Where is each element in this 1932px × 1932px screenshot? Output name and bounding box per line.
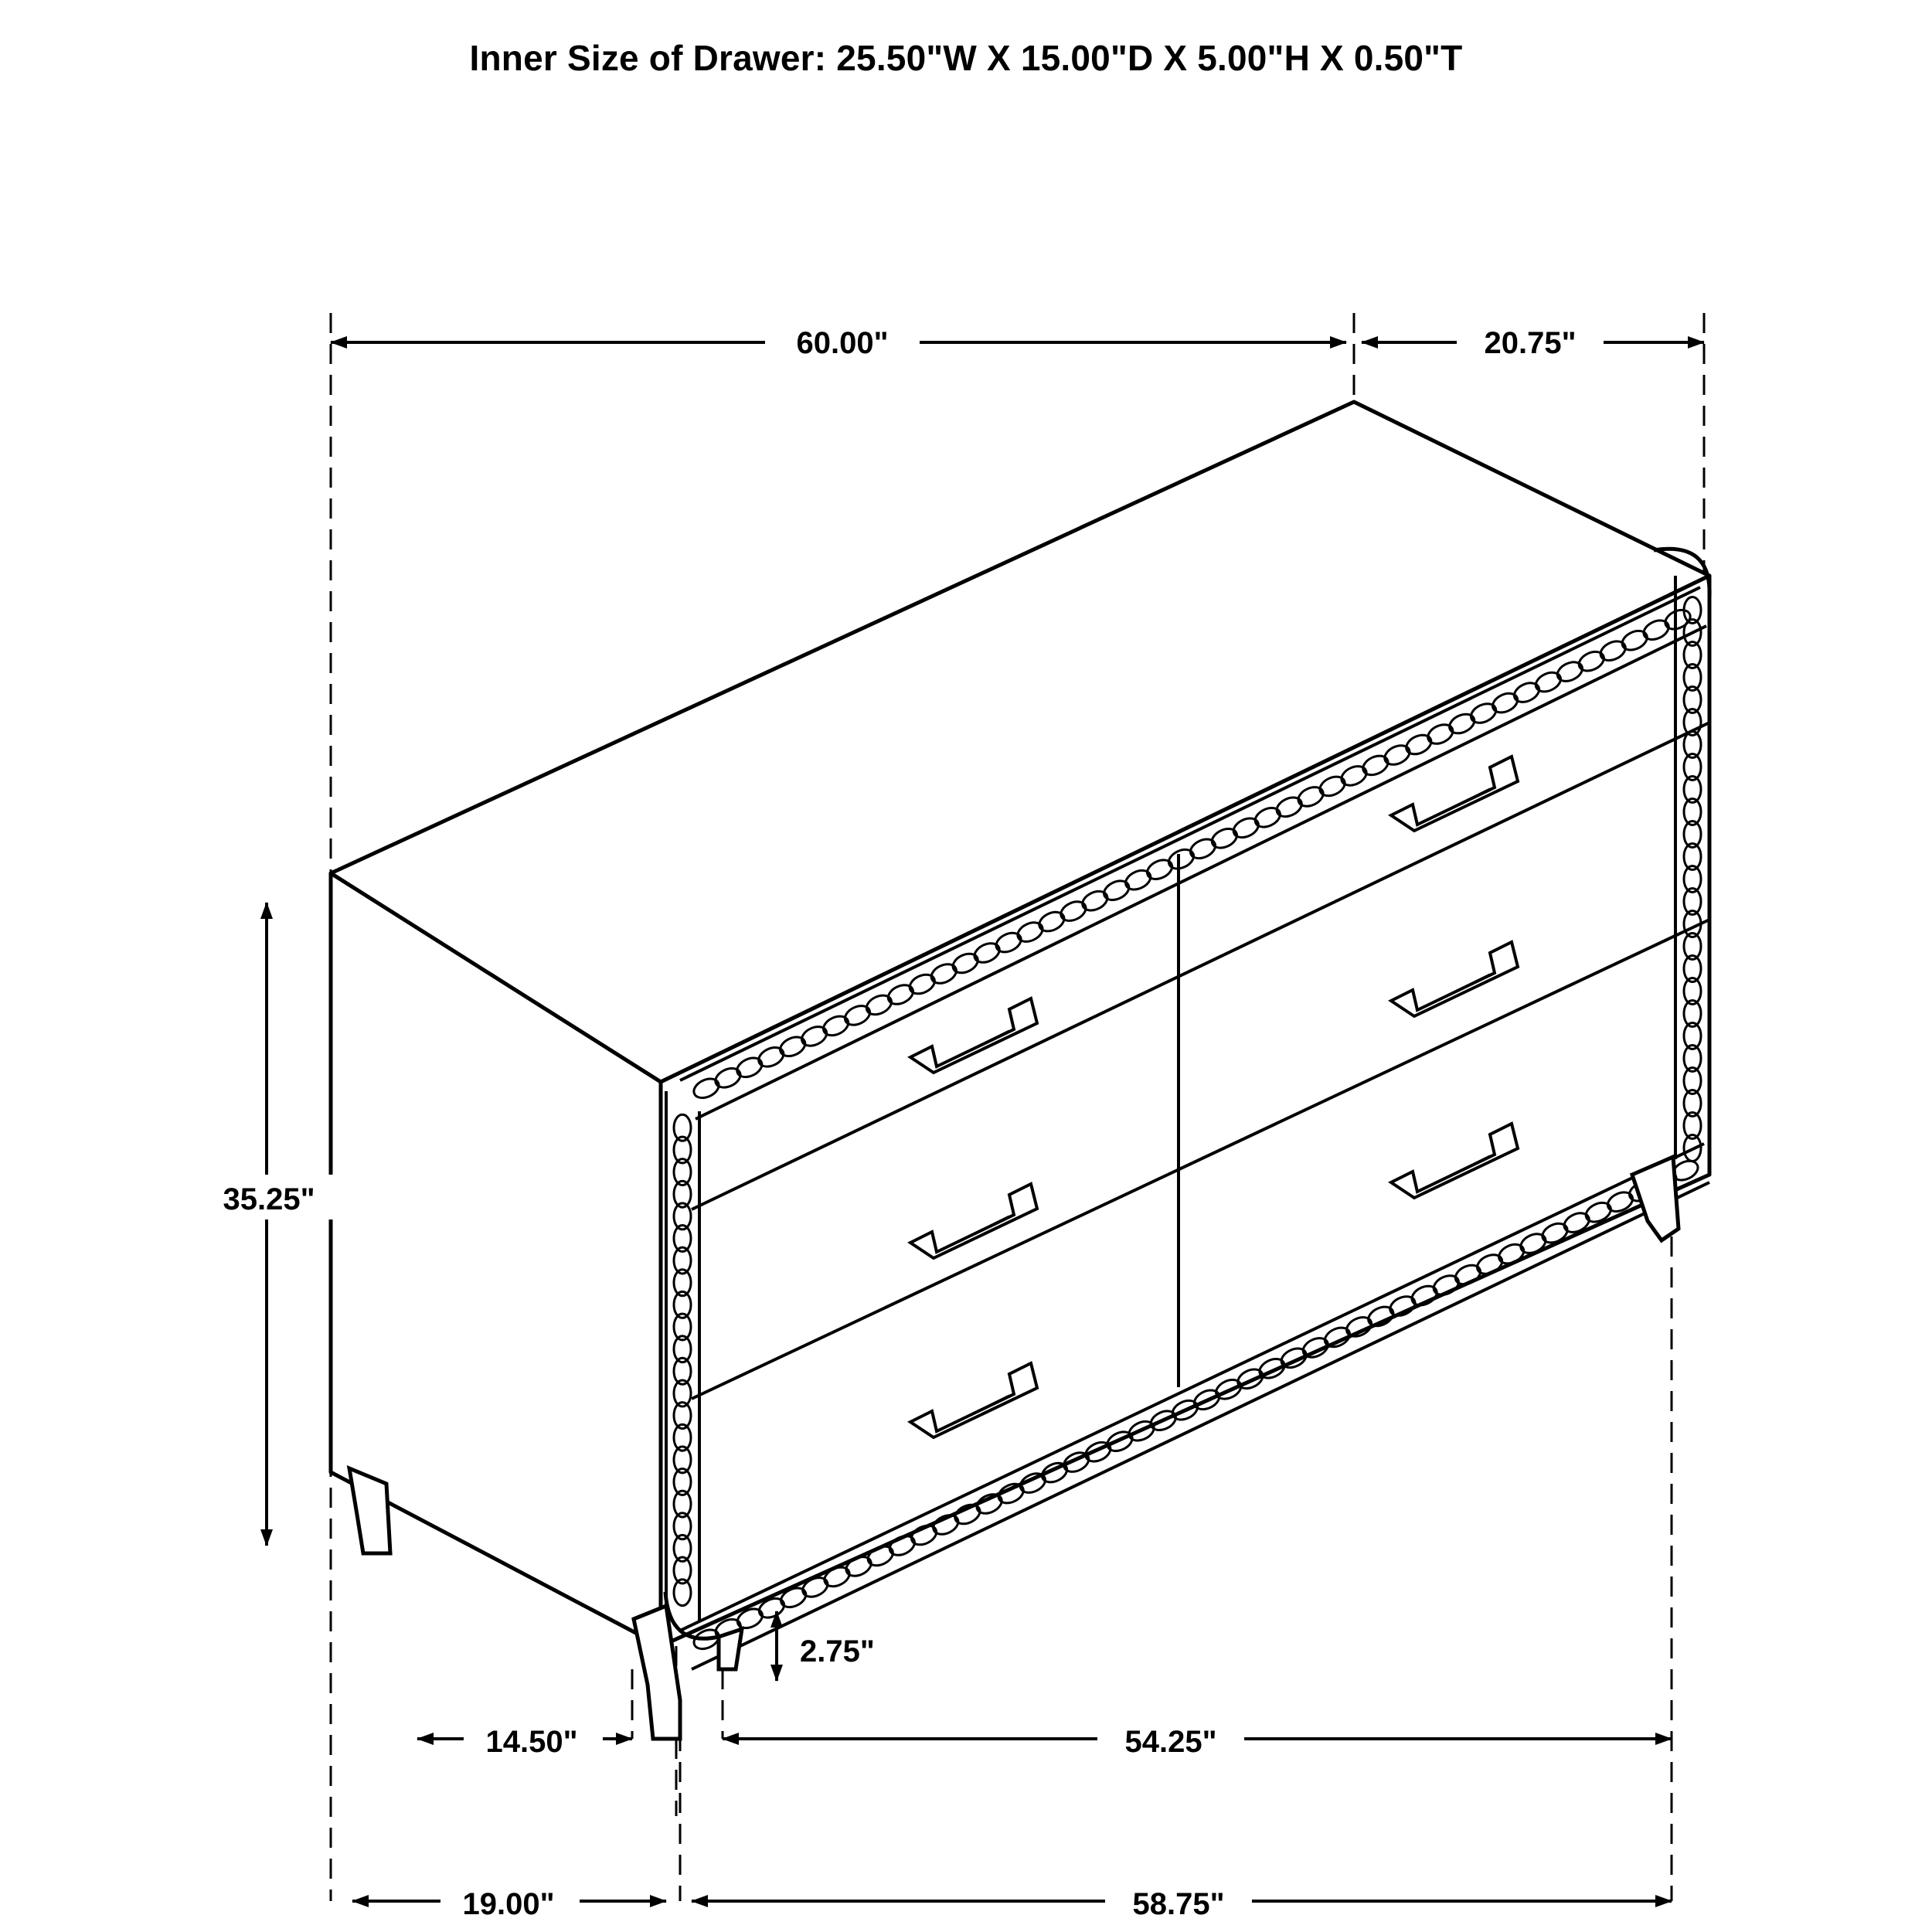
page-title: Inner Size of Drawer: 25.50"W X 15.00"D X 5.00"H X 0.50"T — [469, 38, 1463, 78]
leg-back-left — [349, 1468, 390, 1553]
leg-back-right-hint — [719, 1629, 742, 1669]
label-width-60: 60.00" — [796, 326, 889, 360]
label-base-5875: 58.75" — [1132, 1887, 1225, 1921]
label-front-5425: 54.25" — [1124, 1725, 1217, 1759]
label-depth-2075: 20.75" — [1484, 326, 1577, 360]
label-base-1900: 19.00" — [462, 1887, 555, 1921]
label-offset-1450: 14.50" — [485, 1725, 578, 1759]
label-leg-275: 2.75" — [800, 1634, 875, 1668]
label-height-3525: 35.25" — [223, 1182, 315, 1216]
